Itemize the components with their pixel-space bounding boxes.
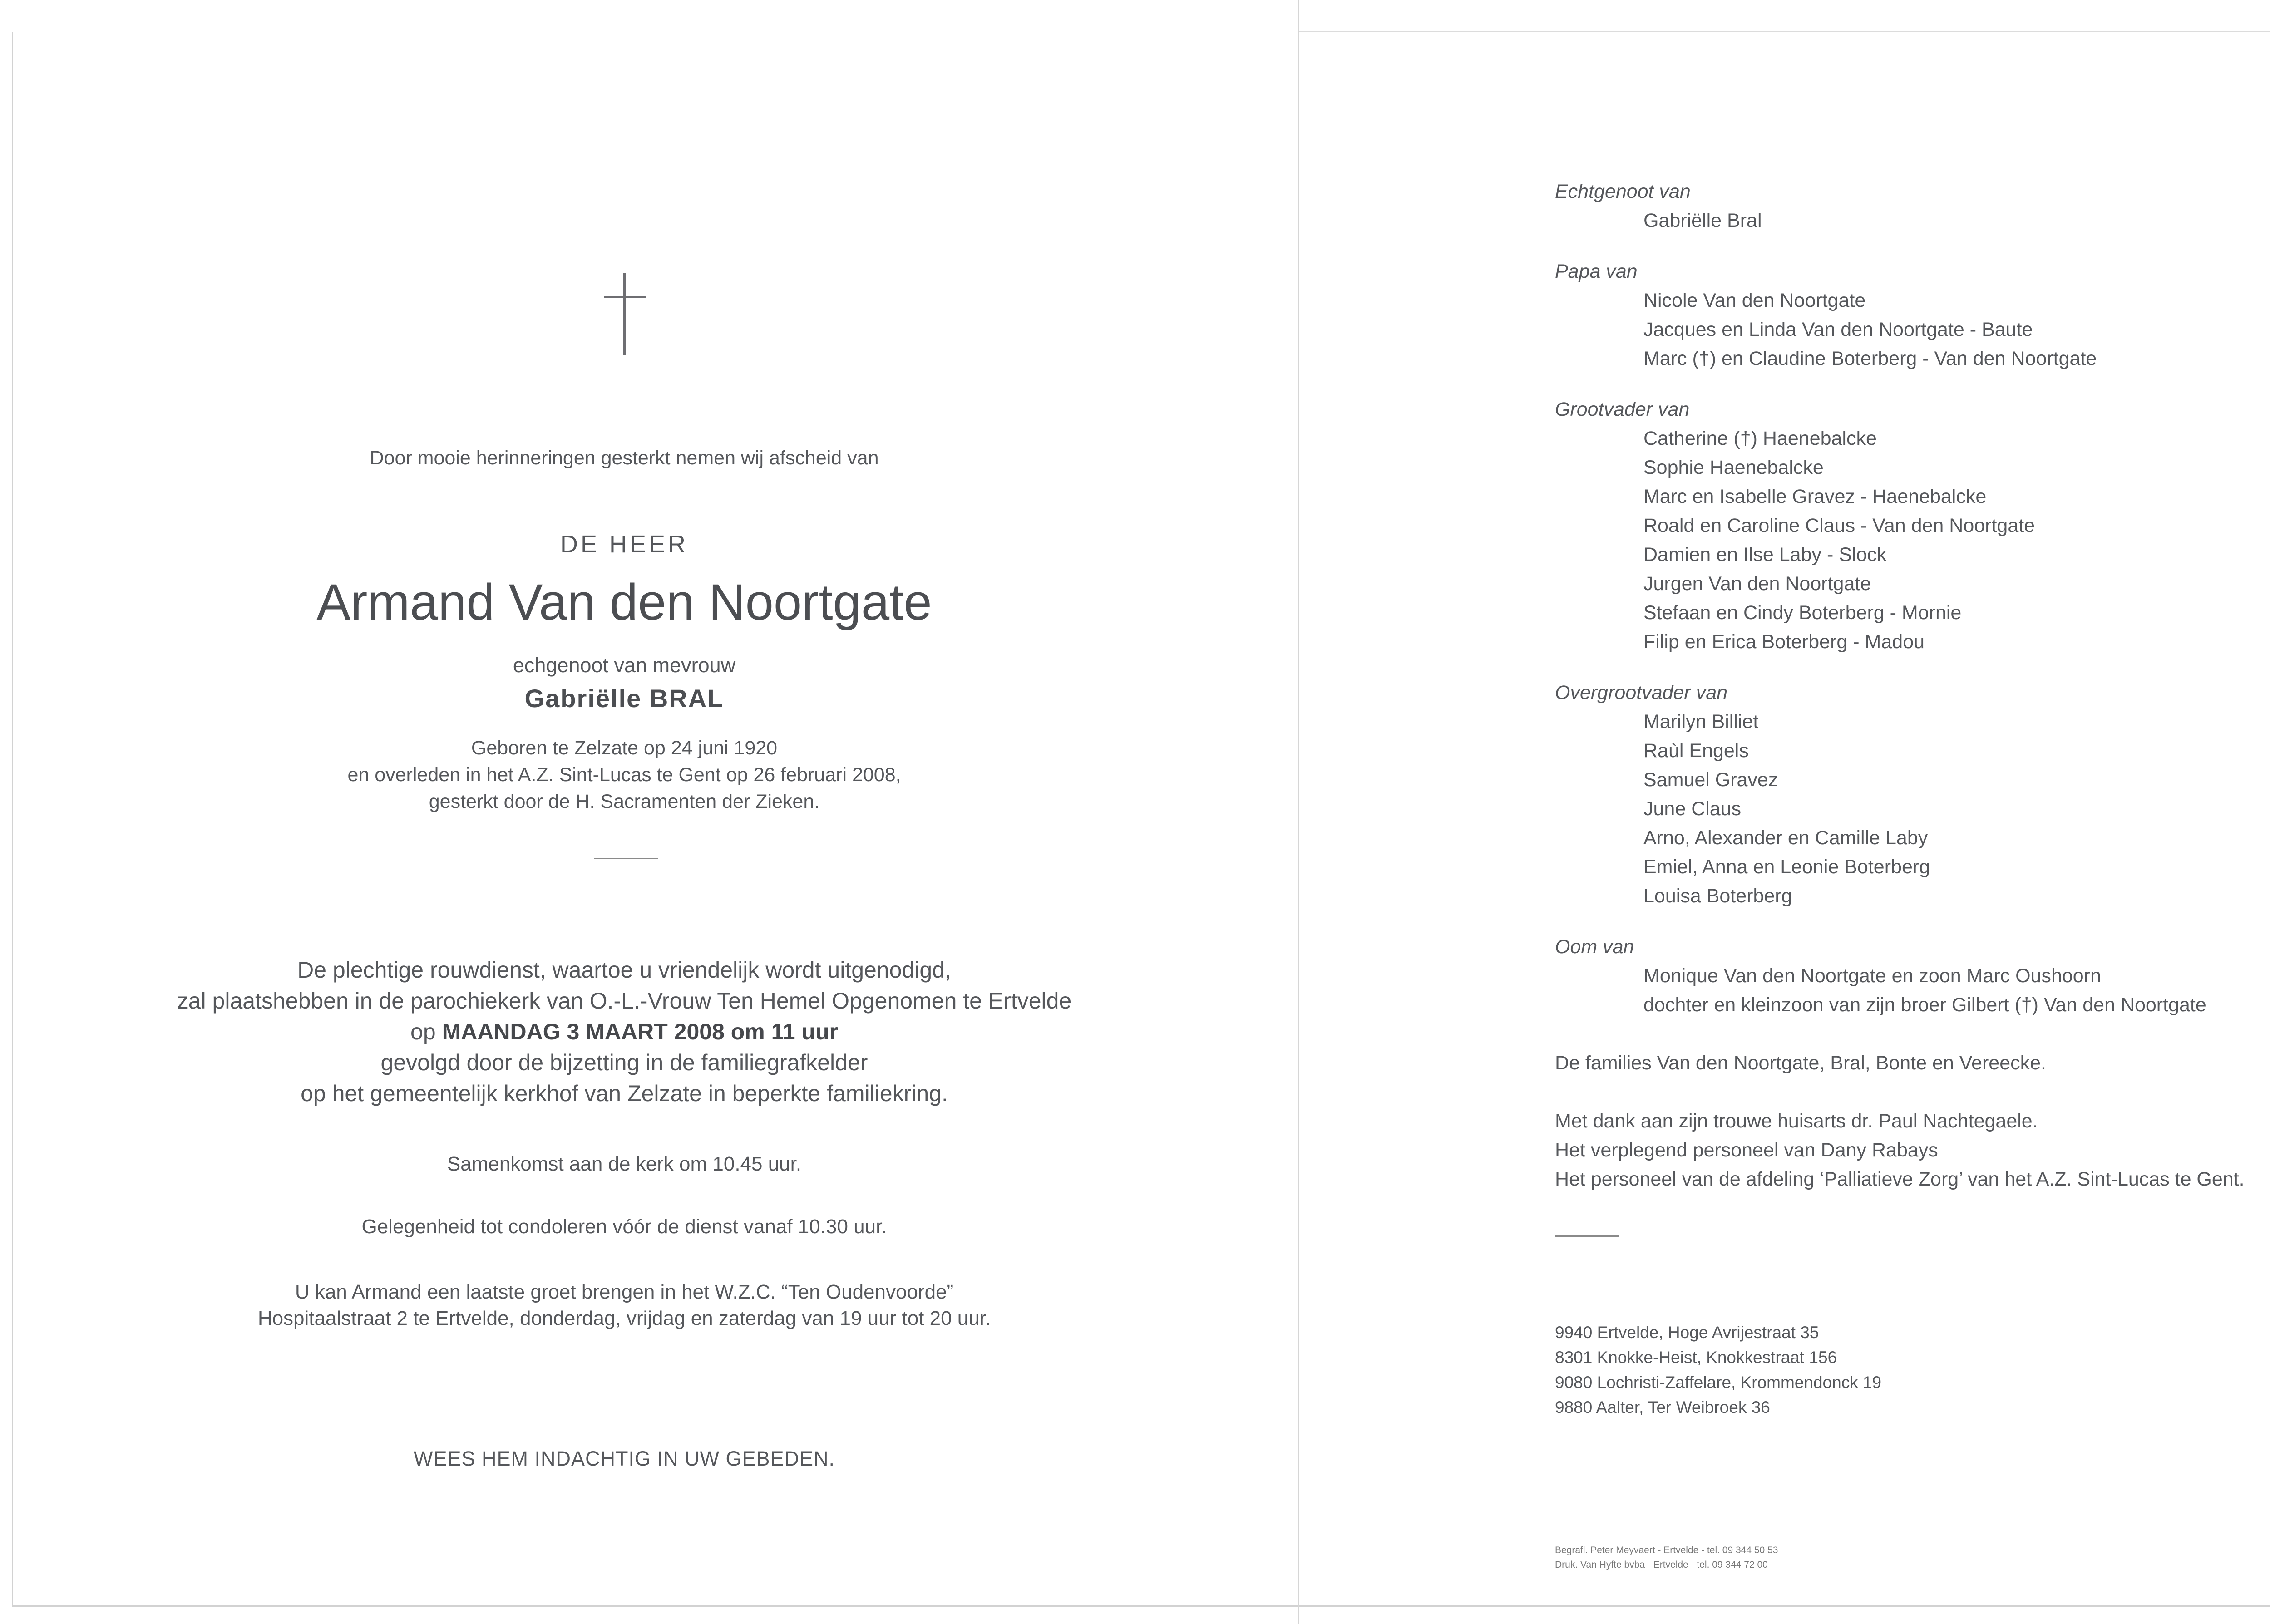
list-item: Monique Van den Noortgate en zoon Marc Oushoorn xyxy=(1643,965,2101,987)
list-item: Gabriëlle Bral xyxy=(1643,210,1762,231)
intro-line: Door mooie herinneringen gesterkt nemen wij afscheid van xyxy=(370,447,879,469)
list-item: Emiel, Anna en Leonie Boterberg xyxy=(1643,856,1930,878)
thanks-line: Het personeel van de afdeling ‘Palliatieve Zorg’ van het A.Z. Sint-Lucas te Gent. xyxy=(1555,1168,2245,1190)
list-item: June Claus xyxy=(1643,798,1742,820)
sacraments-line: gesterkt door de H. Sacramenten der Zieken. xyxy=(429,791,820,812)
spouse-heading: Echtgenoot van xyxy=(1555,181,1691,202)
list-item: Damien en Ilse Laby - Slock xyxy=(1643,544,1887,566)
list-item: Filip en Erica Boterberg - Madou xyxy=(1643,631,1925,653)
uncle-heading: Oom van xyxy=(1555,936,1634,958)
address-line: 9940 Ertvelde, Hoge Avrijestraat 35 xyxy=(1555,1323,1819,1342)
service-date-prefix: op xyxy=(410,1019,442,1044)
list-item: Arno, Alexander en Camille Laby xyxy=(1643,827,1928,849)
list-item: Jacques en Linda Van den Noortgate - Baute xyxy=(1643,319,2033,340)
thanks-line: Het verplegend personeel van Dany Rabays xyxy=(1555,1139,1938,1161)
list-item: Raùl Engels xyxy=(1643,740,1749,762)
service-line-4: gevolgd door de bijzetting in de familiegrafkelder xyxy=(380,1050,868,1075)
service-line-1: De plechtige rouwdienst, waartoe u vriendelijk wordt uitgenodigd, xyxy=(297,957,951,983)
right-page xyxy=(1555,0,2270,1624)
great-grandchildren-heading: Overgrootvader van xyxy=(1555,682,1728,704)
children-heading: Papa van xyxy=(1555,261,1638,282)
service-line-5: op het gemeentelijk kerkhof van Zelzate in beperkte familiekring. xyxy=(301,1081,948,1106)
service-line-3 xyxy=(45,1019,1203,1045)
list-item: Marc (†) en Claudine Boterberg - Van den Noortgate xyxy=(1643,348,2097,369)
list-item: Marilyn Billiet xyxy=(1643,711,1759,733)
divider xyxy=(1555,1235,1619,1237)
list-item: Jurgen Van den Noortgate xyxy=(1643,573,1871,595)
death-line: en overleden in het A.Z. Sint-Lucas te Gent op 26 februari 2008, xyxy=(347,764,901,786)
spouse-intro: echgenoot van mevrouw xyxy=(513,654,736,677)
list-item: Louisa Boterberg xyxy=(1643,885,1792,907)
address-line: 8301 Knokke-Heist, Knokkestraat 156 xyxy=(1555,1348,1837,1367)
printer-credit: Begrafl. Peter Meyvaert - Ertvelde - tel. 09 344 50 53 xyxy=(1555,1545,1778,1555)
left-page xyxy=(45,0,1203,1624)
honorific: DE HEER xyxy=(560,531,689,558)
visit-line-2: Hospitaalstraat 2 te Ertvelde, donderdag, vrijdag en zaterdag van 19 uur tot 20 uur. xyxy=(257,1307,991,1329)
list-item: Stefaan en Cindy Boterberg - Mornie xyxy=(1643,602,1962,624)
spouse-name: Gabriëlle BRAL xyxy=(524,684,724,713)
list-item: Sophie Haenebalcke xyxy=(1643,457,1824,478)
thanks-line: Met dank aan zijn trouwe huisarts dr. Paul Nachtegaele. xyxy=(1555,1110,2038,1132)
divider xyxy=(594,858,658,859)
service-date: MAANDAG 3 MAART 2008 om 11 uur xyxy=(442,1019,838,1044)
cross-horizontal xyxy=(604,296,646,298)
list-item: Catherine (†) Haenebalcke xyxy=(1643,428,1877,449)
birth-line: Geboren te Zelzate op 24 juni 1920 xyxy=(471,737,778,759)
grandchildren-heading: Grootvader van xyxy=(1555,399,1690,420)
printer-credit: Druk. Van Hyfte bvba - Ertvelde - tel. 09 344 72 00 xyxy=(1555,1560,1768,1570)
list-item: dochter en kleinzoon van zijn broer Gilbert (†) Van den Noortgate xyxy=(1643,994,2206,1016)
condolence-line: Gelegenheid tot condoleren vóór de dienst vanaf 10.30 uur. xyxy=(361,1216,887,1238)
cross-vertical xyxy=(623,273,626,355)
list-item: Roald en Caroline Claus - Van den Noortgate xyxy=(1643,515,2035,536)
list-item: Marc en Isabelle Gravez - Haenebalcke xyxy=(1643,486,1987,507)
list-item: Nicole Van den Noortgate xyxy=(1643,290,1866,311)
prayer-line: WEES HEM INDACHTIG IN UW GEBEDEN. xyxy=(413,1447,835,1470)
center-fold xyxy=(1298,0,1299,1624)
deceased-name: Armand Van den Noortgate xyxy=(316,574,932,630)
meeting-line: Samenkomst aan de kerk om 10.45 uur. xyxy=(447,1153,802,1175)
families-line: De families Van den Noortgate, Bral, Bonte en Vereecke. xyxy=(1555,1052,2046,1074)
address-line: 9080 Lochristi-Zaffelare, Krommendonck 19 xyxy=(1555,1373,1882,1392)
list-item: Samuel Gravez xyxy=(1643,769,1778,791)
address-line: 9880 Aalter, Ter Weibroek 36 xyxy=(1555,1398,1770,1417)
visit-line-1: U kan Armand een laatste groet brengen in het W.Z.C. “Ten Oudenvoorde” xyxy=(295,1281,954,1303)
service-line-2: zal plaatshebben in de parochiekerk van O.-L.-Vrouw Ten Hemel Opgenomen te Ertvelde xyxy=(177,988,1072,1014)
